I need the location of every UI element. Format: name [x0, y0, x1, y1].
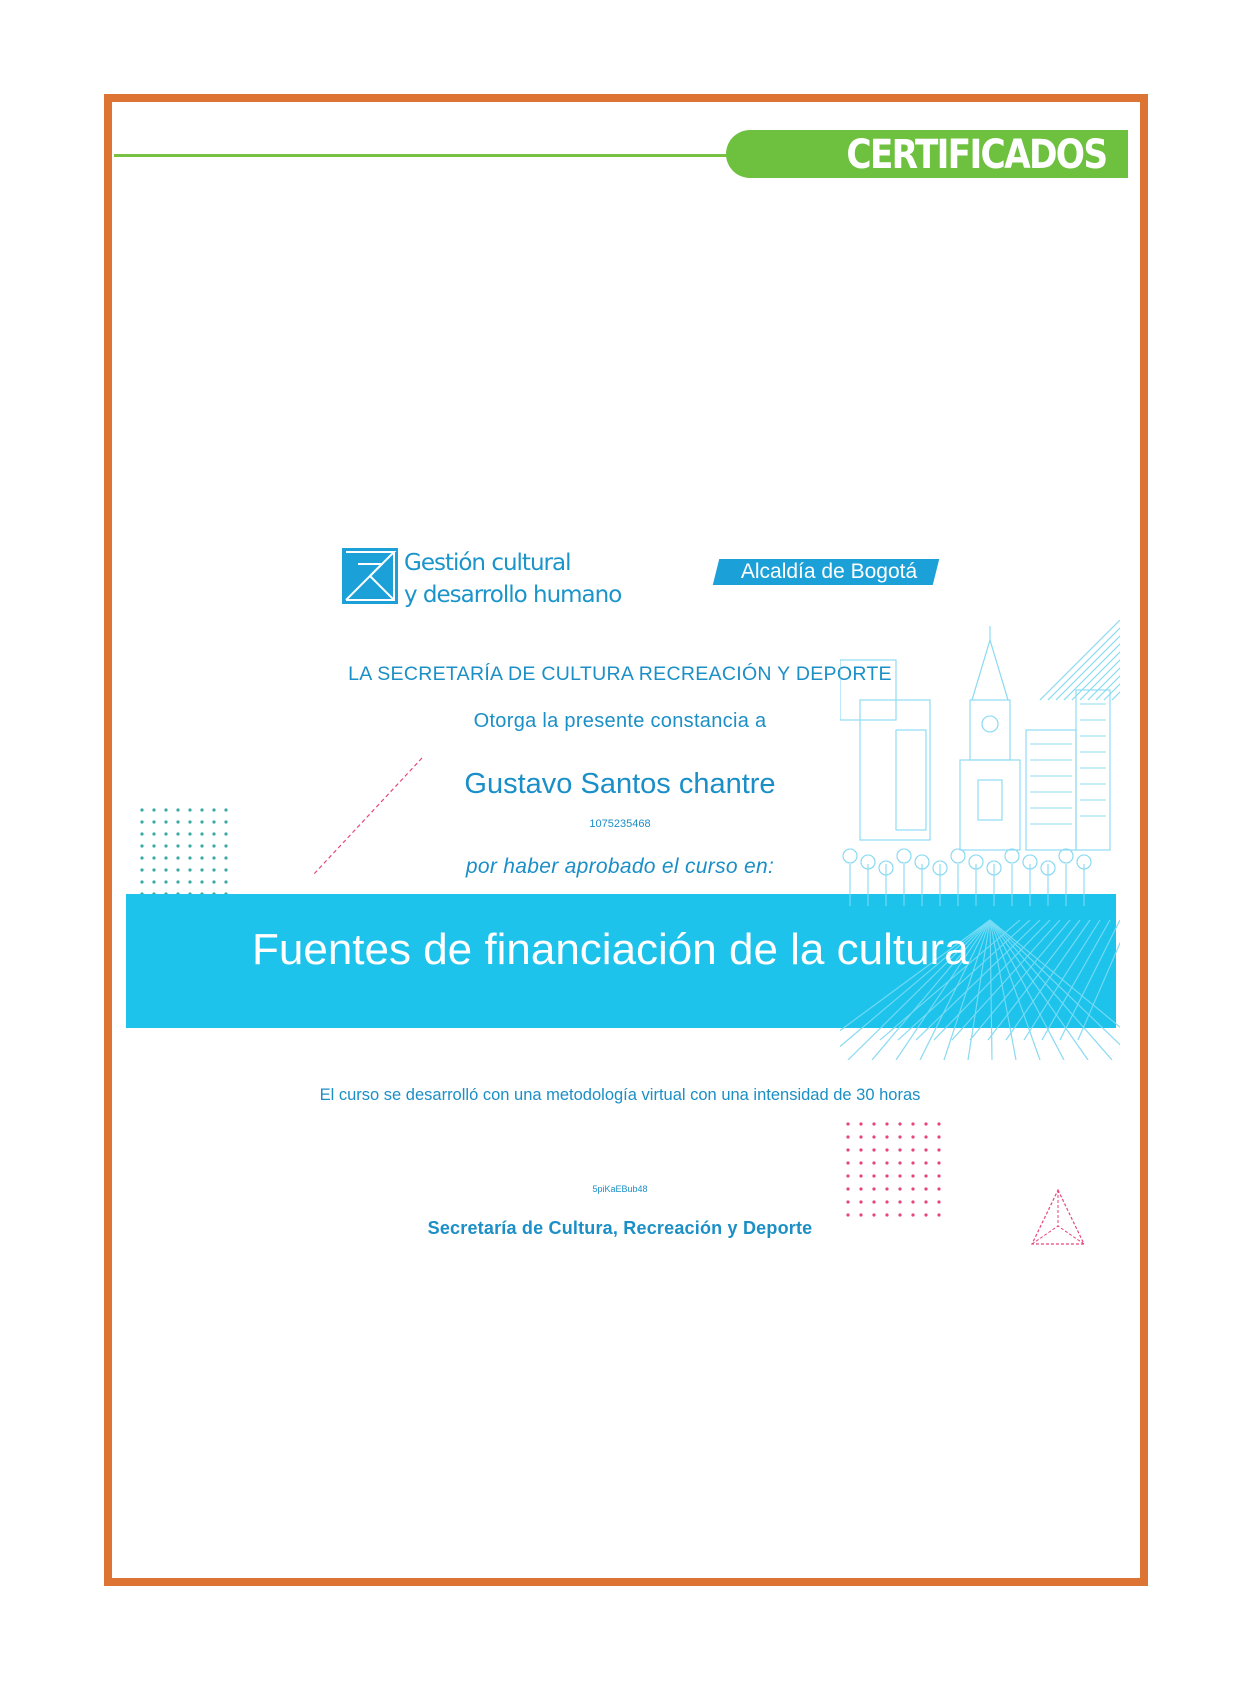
verification-code: 5piKaEBub48	[592, 1184, 648, 1194]
illustration-stroke	[1026, 730, 1076, 850]
decorative-dot	[224, 844, 227, 847]
decorative-dot	[188, 808, 191, 811]
decorative-dot	[898, 1200, 901, 1203]
decorative-dot	[885, 1122, 888, 1125]
decorative-dot	[212, 820, 215, 823]
decorative-dot	[911, 1135, 914, 1138]
decorative-dot	[911, 1148, 914, 1151]
decorative-dot	[212, 880, 215, 883]
decorative-dot	[200, 832, 203, 835]
decorative-dot	[200, 808, 203, 811]
decorative-dot	[898, 1122, 901, 1125]
decorative-dot	[911, 1200, 914, 1203]
decorative-dot	[859, 1122, 862, 1125]
decorative-dot	[188, 832, 191, 835]
decorative-dot	[164, 868, 167, 871]
illustration-stroke	[978, 780, 1002, 820]
decorative-dot	[152, 832, 155, 835]
illustration-stroke	[1072, 652, 1120, 700]
decorative-dot	[212, 844, 215, 847]
grant-text: Otorga la presente constancia a	[473, 710, 767, 732]
illustration-stroke	[990, 920, 1088, 1060]
decorative-dot	[859, 1161, 862, 1164]
alcaldia-label: Alcaldía de Bogotá	[740, 560, 918, 583]
decorative-dot	[885, 1174, 888, 1177]
decorative-dot	[937, 1174, 940, 1177]
illustration-stroke	[990, 920, 1120, 1060]
decorative-dot	[224, 868, 227, 871]
decorative-dot	[872, 1213, 875, 1216]
decorative-dot	[846, 1161, 849, 1164]
decorative-dot	[188, 820, 191, 823]
decorative-dot	[846, 1174, 849, 1177]
course-title: Fuentes de financiación de la cultura	[252, 925, 969, 974]
decorative-dot	[140, 856, 143, 859]
decorative-dot	[937, 1200, 940, 1203]
decorative-dot	[859, 1213, 862, 1216]
decorative-dot	[846, 1213, 849, 1216]
decorative-dot	[937, 1122, 940, 1125]
decorative-dot	[140, 820, 143, 823]
illustration-stroke	[896, 730, 926, 830]
decorative-dot	[188, 844, 191, 847]
decorative-dot	[924, 1174, 927, 1177]
decorative-dot	[885, 1148, 888, 1151]
illustration-stroke	[1060, 920, 1120, 1040]
decorative-dot	[152, 808, 155, 811]
illustration-stroke	[990, 920, 1112, 1060]
decorative-dot	[872, 1135, 875, 1138]
decorative-dot	[924, 1200, 927, 1203]
decorative-dot	[846, 1135, 849, 1138]
recipient-name: Gustavo Santos chantre	[464, 768, 776, 800]
illustration-stroke	[990, 920, 992, 1060]
header-rule	[114, 154, 734, 157]
decorative-dot	[164, 856, 167, 859]
signature-org: Secretaría de Cultura, Recreación y Deporte	[427, 1218, 813, 1238]
decorative-dot	[898, 1213, 901, 1216]
decorative-dot	[140, 832, 143, 835]
decorative-dot	[164, 844, 167, 847]
illustration-stroke	[951, 849, 965, 863]
illustration-stroke	[982, 716, 998, 732]
illustration-stroke	[988, 920, 1080, 1040]
illustration-stroke	[1048, 628, 1120, 700]
decorative-dot	[224, 856, 227, 859]
decorative-dot	[911, 1213, 914, 1216]
city-illustration-overlay	[840, 620, 1120, 1060]
decorative-dot	[176, 844, 179, 847]
decorative-dot	[212, 868, 215, 871]
logo-line-1: Gestión cultural	[404, 550, 571, 576]
decorative-dot	[212, 832, 215, 835]
decorative-dot	[846, 1148, 849, 1151]
decorative-dot	[200, 856, 203, 859]
decorative-dot-grid-left	[138, 806, 238, 906]
decorative-dot	[200, 880, 203, 883]
decorative-dot	[176, 820, 179, 823]
decorative-dot	[176, 868, 179, 871]
methodology-text: El curso se desarrolló con una metodología virtual con una intensidad de 30 horas	[319, 1086, 921, 1104]
decorative-dot	[200, 868, 203, 871]
header-label: CERTIFICADOS	[845, 132, 1106, 178]
illustration-stroke	[1005, 849, 1019, 863]
illustration-stroke	[1112, 692, 1120, 700]
decorative-dot	[164, 832, 167, 835]
decorative-dot	[911, 1161, 914, 1164]
decorative-dot	[200, 844, 203, 847]
illustration-stroke	[970, 920, 1070, 1040]
decorative-dot	[937, 1213, 940, 1216]
decorative-dot	[200, 820, 203, 823]
decorative-dot	[164, 820, 167, 823]
illustration-stroke	[1080, 660, 1120, 700]
decorative-dot	[140, 880, 143, 883]
decorative-dot	[140, 808, 143, 811]
decorative-dot	[872, 1148, 875, 1151]
decorative-dot	[898, 1161, 901, 1164]
illustration-stroke	[1006, 920, 1090, 1040]
illustration-stroke	[1064, 644, 1120, 700]
illustration-stroke	[960, 760, 1020, 850]
decorative-dot	[224, 820, 227, 823]
decorative-dot	[846, 1122, 849, 1125]
decorative-dot	[176, 832, 179, 835]
illustration-stroke	[1059, 849, 1073, 863]
decorative-dot	[152, 880, 155, 883]
decorative-dot	[885, 1161, 888, 1164]
decorative-dot	[937, 1161, 940, 1164]
decorative-dot	[872, 1122, 875, 1125]
illustration-stroke	[1088, 668, 1120, 700]
decorative-dot-grid-right	[844, 1120, 944, 1224]
program-logo-text	[404, 547, 621, 611]
illustration-stroke	[840, 660, 896, 720]
decorative-dot	[859, 1200, 862, 1203]
illustration-stroke	[972, 640, 1008, 700]
decorative-dot	[152, 856, 155, 859]
decorative-dot	[885, 1135, 888, 1138]
decorative-dot	[140, 868, 143, 871]
decorative-dot	[898, 1174, 901, 1177]
decorative-dot	[176, 880, 179, 883]
approved-text: por haber aprobado el curso en:	[465, 855, 775, 878]
decorative-dot	[188, 868, 191, 871]
illustration-stroke	[897, 849, 911, 863]
illustration-stroke	[970, 700, 1010, 760]
decorative-dot	[924, 1213, 927, 1216]
decorative-dot	[859, 1174, 862, 1177]
decorative-dot	[924, 1122, 927, 1125]
decorative-dot	[224, 880, 227, 883]
decorative-dot	[911, 1174, 914, 1177]
triangle-outline-icon	[1028, 1186, 1088, 1248]
decorative-dot	[152, 868, 155, 871]
decorative-dot	[152, 820, 155, 823]
decorative-dot	[885, 1200, 888, 1203]
decorative-dot	[212, 808, 215, 811]
illustration-stroke	[860, 700, 930, 840]
decorative-dot	[872, 1174, 875, 1177]
decorative-dot	[859, 1148, 862, 1151]
decorative-dot	[859, 1135, 862, 1138]
decorative-dot	[164, 808, 167, 811]
decorative-dot	[224, 832, 227, 835]
decorative-dot	[188, 856, 191, 859]
illustration-stroke	[1076, 690, 1110, 850]
decorative-dot	[937, 1148, 940, 1151]
decorative-dot	[176, 808, 179, 811]
decorative-dot	[212, 856, 215, 859]
tangram-square-icon	[342, 548, 398, 604]
decorative-dot	[846, 1200, 849, 1203]
decorative-dot	[911, 1122, 914, 1125]
issuer-heading: LA SECRETARÍA DE CULTURA RECREACIÓN Y DEPORTE	[348, 663, 892, 685]
decorative-dot	[152, 844, 155, 847]
decorative-dot	[898, 1148, 901, 1151]
decorative-dot	[872, 1200, 875, 1203]
illustration-stroke	[990, 920, 1120, 1060]
decorative-dot	[164, 880, 167, 883]
illustration-stroke	[1104, 684, 1120, 700]
decorative-dot	[872, 1161, 875, 1164]
decorative-dot	[937, 1135, 940, 1138]
decorative-dot	[924, 1148, 927, 1151]
decorative-dot	[140, 844, 143, 847]
decorative-dot	[188, 880, 191, 883]
logo-line-2: y desarrollo humano	[404, 582, 622, 608]
recipient-id: 1075235468	[589, 818, 651, 830]
decorative-dot	[885, 1213, 888, 1216]
decorative-dot	[924, 1135, 927, 1138]
decorative-dot	[898, 1135, 901, 1138]
header-tab	[726, 130, 1128, 178]
illustration-stroke	[843, 849, 857, 863]
decorative-dot	[924, 1161, 927, 1164]
decorative-dot	[176, 856, 179, 859]
decorative-dot	[224, 808, 227, 811]
